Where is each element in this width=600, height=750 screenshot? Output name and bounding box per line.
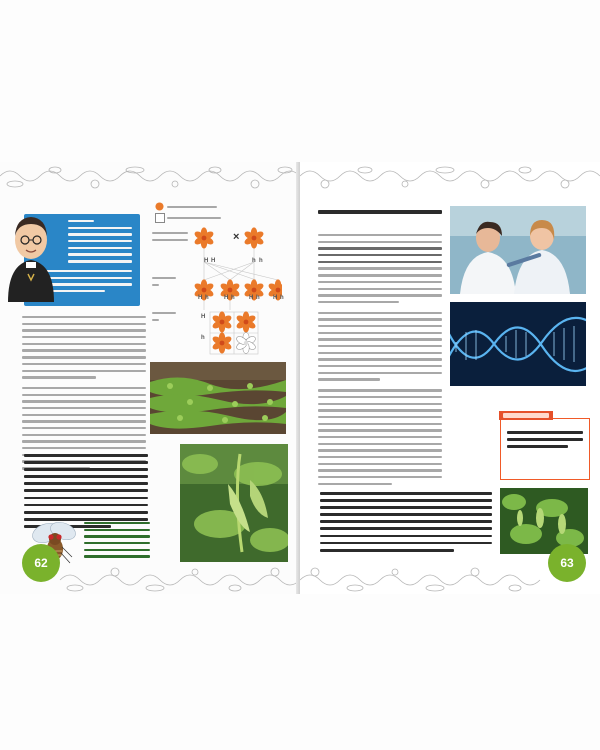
mendel-portrait-illustration — [2, 202, 60, 302]
page-number-right: 63 — [548, 544, 586, 582]
doodle-border-bottom-left — [0, 564, 300, 594]
parent-flower-recessive — [243, 227, 265, 248]
page-number-left: 62 — [22, 544, 60, 582]
callout-box — [500, 418, 590, 480]
allele-label: H — [211, 258, 216, 264]
f2-flower — [235, 311, 257, 332]
pea-pods-photo — [500, 488, 588, 554]
book-spread — [0, 162, 600, 594]
dna-helix-image — [450, 302, 586, 386]
fly-caption — [84, 522, 150, 562]
doodle-border-top-right — [300, 162, 600, 192]
allele-label: h — [201, 335, 205, 341]
pea-plant-photo — [180, 444, 288, 562]
right-page — [300, 162, 600, 594]
generation-label-f1 — [152, 277, 180, 290]
f1-flower — [219, 279, 241, 300]
allele-label: H — [224, 295, 229, 301]
f2-flower — [211, 311, 233, 332]
allele-label: H — [204, 258, 209, 264]
callout-label — [499, 411, 553, 420]
doodle-border-bottom-right — [300, 564, 600, 594]
f2-flower — [211, 332, 233, 353]
generation-label-parents — [152, 232, 192, 245]
f1-flower — [243, 279, 265, 300]
doodle-border-top-left — [0, 162, 300, 192]
cross-symbol: × — [233, 231, 240, 243]
left-body-text — [22, 316, 146, 474]
generation-label-f2 — [152, 312, 180, 325]
left-page — [0, 162, 300, 594]
allele-label: H — [249, 295, 254, 301]
allele-label: h — [256, 295, 260, 301]
allele-label: H — [198, 295, 203, 301]
recessive-legend-swatch — [155, 213, 165, 223]
allele-label: h — [252, 258, 256, 264]
f2-flower-recessive — [235, 332, 257, 353]
allele-label: h — [259, 258, 263, 264]
f1-flower — [193, 279, 215, 300]
allele-label: h — [280, 295, 284, 301]
right-body-text — [318, 234, 442, 489]
allele-label: h — [205, 295, 209, 301]
allele-label: H — [273, 295, 278, 301]
hair-example-paragraph — [320, 492, 492, 556]
allele-label: H — [201, 314, 206, 320]
seedlings-photo — [150, 362, 286, 434]
parent-flower-dominant — [193, 227, 215, 248]
allele-label: h — [231, 295, 235, 301]
section-heading — [318, 210, 442, 218]
callout-text — [507, 431, 583, 452]
dominant-legend-swatch — [155, 202, 164, 211]
scientists-photo — [450, 206, 586, 294]
